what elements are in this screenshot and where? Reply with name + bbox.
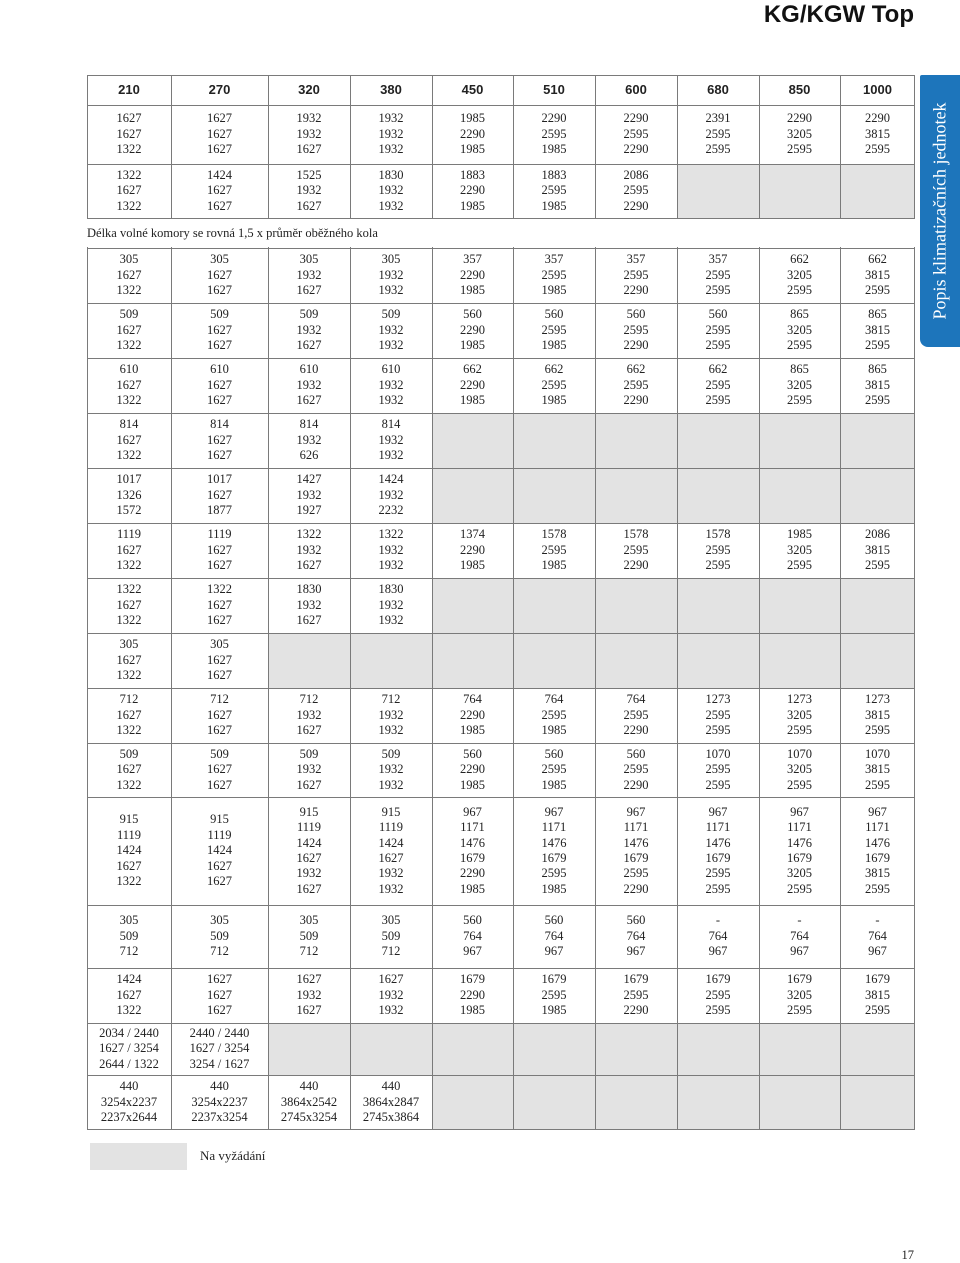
table-cell: 560 764 967 — [463, 913, 482, 959]
table-cell: 1070 2595 2595 — [705, 746, 731, 792]
table-cell: 915 1119 1424 1627 1627 — [207, 812, 232, 889]
table-cell: 1679 2595 1985 — [541, 972, 567, 1018]
table-cell: 712 1932 1627 — [296, 692, 322, 738]
on-request-cell — [268, 633, 350, 688]
table-cell: 1322 1932 1932 — [378, 527, 404, 573]
table-cell: 357 2595 2595 — [705, 252, 731, 298]
table-cell: 305 509 712 — [119, 913, 139, 959]
table-cell: 560 2595 1985 — [541, 307, 567, 353]
table-rule — [87, 968, 915, 969]
table-rule — [87, 578, 915, 579]
on-request-cell — [432, 578, 513, 633]
table-cell: 1273 3815 2595 — [865, 692, 890, 738]
dimensions-table — [87, 75, 915, 1130]
table-cell: 1017 1627 1877 — [207, 472, 232, 518]
column-header: 1000 — [863, 82, 892, 98]
table-cell: 2391 2595 2595 — [705, 111, 731, 157]
table-cell: 662 3205 2595 — [787, 252, 812, 298]
on-request-cell — [432, 1075, 513, 1130]
on-request-cell — [513, 413, 595, 468]
table-cell: 662 2290 1985 — [460, 362, 485, 408]
table-cell: 764 2290 1985 — [460, 692, 485, 738]
on-request-cell — [432, 633, 513, 688]
table-cell: 1374 2290 1985 — [460, 527, 485, 573]
table-cell: 1679 2595 2595 — [705, 972, 731, 1018]
on-request-cell — [677, 1075, 759, 1130]
table-cell: 560 2595 1985 — [541, 746, 567, 792]
on-request-cell — [595, 413, 677, 468]
column-header: 680 — [707, 82, 729, 98]
table-cell: 1627 1627 1627 — [207, 972, 232, 1018]
table-cell: 1525 1932 1627 — [296, 167, 322, 213]
on-request-cell — [840, 578, 915, 633]
legend-swatch-gray — [90, 1143, 187, 1170]
on-request-cell — [595, 633, 677, 688]
table-cell: 305 1932 1627 — [296, 252, 322, 298]
table-cell: 1932 1932 1932 — [378, 111, 404, 157]
table-rule — [87, 688, 915, 689]
table-cell: 1017 1326 1572 — [116, 472, 142, 518]
table-cell: 440 3254x2237 2237x2644 — [100, 1079, 158, 1125]
table-cell: 967 1171 1476 1679 2595 1985 — [541, 804, 567, 896]
table-cell: 610 1627 1627 — [207, 362, 232, 408]
table-cell: - 764 967 — [790, 913, 809, 959]
table-cell: 2290 3205 2595 — [787, 111, 812, 157]
table-cell: 1119 1627 1322 — [116, 527, 142, 573]
table-cell: 305 1627 1627 — [207, 637, 232, 683]
on-request-cell — [677, 164, 759, 218]
table-cell: 1273 3205 2595 — [787, 692, 812, 738]
on-request-cell — [513, 1075, 595, 1130]
table-cell: 1578 2595 2595 — [705, 527, 731, 573]
table-rule — [87, 358, 915, 359]
page-title: KG/KGW Top — [763, 1, 914, 28]
table-rule — [87, 633, 915, 634]
column-header: 510 — [543, 82, 565, 98]
table-rule — [87, 523, 915, 524]
on-request-cell — [840, 1075, 915, 1130]
table-rule — [87, 105, 915, 106]
on-request-cell — [759, 468, 840, 523]
on-request-cell — [595, 1023, 677, 1075]
on-request-cell — [432, 413, 513, 468]
table-cell: 967 1171 1476 1679 2595 2595 — [705, 804, 731, 896]
on-request-cell — [432, 1023, 513, 1075]
on-request-cell — [840, 468, 915, 523]
table-cell: 1627 1932 1932 — [378, 972, 404, 1018]
table-cell: 2290 2595 2290 — [623, 111, 649, 157]
table-cell: 560 764 967 — [544, 913, 564, 959]
column-header: 270 — [208, 82, 231, 98]
table-cell: 610 1932 1627 — [296, 362, 322, 408]
table-cell: 967 1171 1476 1679 3205 2595 — [787, 804, 812, 896]
column-header: 320 — [298, 82, 320, 98]
table-cell: 2086 2595 2290 — [623, 167, 649, 213]
table-cell: 560 2595 2595 — [705, 307, 731, 353]
on-request-cell — [595, 578, 677, 633]
table-cell: 509 1627 1627 — [207, 307, 232, 353]
table-cell: 1679 2595 2290 — [623, 972, 649, 1018]
on-request-cell — [759, 1023, 840, 1075]
on-request-cell — [513, 1023, 595, 1075]
on-request-cell — [677, 1023, 759, 1075]
table-rule — [87, 1023, 915, 1024]
table-rule — [87, 468, 915, 469]
table-cell: 305 1627 1322 — [116, 252, 142, 298]
on-request-cell — [840, 413, 915, 468]
table-cell: 1424 1932 2232 — [378, 472, 404, 518]
table-cell: 440 3864x2847 2745x3864 — [362, 1079, 420, 1125]
table-cell: 560 764 967 — [626, 913, 646, 959]
table-cell: - 764 967 — [868, 913, 887, 959]
on-request-cell — [350, 633, 432, 688]
table-cell: 1932 1932 1627 — [296, 111, 322, 157]
table-cell: 610 1932 1932 — [378, 362, 404, 408]
table-cell: 1578 2595 2290 — [623, 527, 649, 573]
table-cell: 560 2290 1985 — [460, 746, 485, 792]
table-cell: 1985 2290 1985 — [460, 111, 485, 157]
table-cell: 1322 1627 1627 — [207, 582, 232, 628]
table-cell: 662 2595 1985 — [541, 362, 567, 408]
table-cell: 915 1119 1424 1627 1932 1932 — [378, 804, 404, 896]
table-cell: 357 2595 1985 — [541, 252, 567, 298]
column-header: 210 — [118, 82, 140, 98]
table-rule — [87, 905, 915, 906]
table-cell: 1830 1932 1627 — [296, 582, 322, 628]
table-cell: 712 1627 1322 — [116, 692, 142, 738]
table-cell: 305 509 712 — [210, 913, 229, 959]
table-cell: 2440 / 2440 1627 / 3254 3254 / 1627 — [189, 1025, 250, 1071]
on-request-cell — [840, 633, 915, 688]
on-request-cell — [759, 413, 840, 468]
table-cell: 509 1932 1627 — [296, 746, 322, 792]
table-cell: 509 1627 1322 — [116, 307, 142, 353]
table-cell: 1578 2595 1985 — [541, 527, 567, 573]
table-cell: 712 1627 1627 — [207, 692, 232, 738]
table-cell: 610 1627 1322 — [116, 362, 142, 408]
table-rule — [87, 743, 915, 744]
table-cell: 509 1932 1627 — [296, 307, 322, 353]
table-cell: 1830 1932 1932 — [378, 167, 404, 213]
table-cell: 1985 3205 2595 — [787, 527, 812, 573]
table-cell: 865 3205 2595 — [787, 307, 812, 353]
on-request-cell — [350, 1023, 432, 1075]
table-rule — [87, 797, 915, 798]
table-cell: 1427 1932 1927 — [296, 472, 322, 518]
table-cell: 712 1932 1932 — [378, 692, 404, 738]
side-section-tab — [920, 75, 960, 347]
table-cell: 1679 3815 2595 — [865, 972, 890, 1018]
column-header: 380 — [380, 82, 402, 98]
table-cell: 1322 1627 1322 — [116, 167, 142, 213]
table-cell: 509 1627 1322 — [116, 746, 142, 792]
table-cell: 1679 3205 2595 — [787, 972, 812, 1018]
legend-label: Na vyžádání — [200, 1148, 266, 1163]
table-cell: 764 2595 1985 — [541, 692, 567, 738]
table-cell: 865 3815 2595 — [865, 362, 890, 408]
table-cell: 814 1932 1932 — [378, 417, 404, 463]
on-request-cell — [513, 468, 595, 523]
table-cell: 1679 2290 1985 — [460, 972, 485, 1018]
table-cell: 560 2595 2290 — [623, 746, 649, 792]
table-cell: 2290 2595 1985 — [541, 111, 567, 157]
on-request-cell — [759, 578, 840, 633]
table-cell: 814 1627 1627 — [207, 417, 232, 463]
table-cell: 865 3815 2595 — [865, 307, 890, 353]
table-cell: 662 2595 2290 — [623, 362, 649, 408]
side-tab-label: Popis klimatizačních jednotek — [929, 102, 950, 320]
table-rule — [87, 1129, 915, 1130]
table-rule — [87, 303, 915, 304]
on-request-cell — [677, 468, 759, 523]
table-cell: 1627 1627 1627 — [207, 111, 232, 157]
table-cell: 1883 2595 1985 — [541, 167, 567, 213]
table-cell: 1070 3815 2595 — [865, 746, 890, 792]
table-cell: 1627 1932 1627 — [296, 972, 322, 1018]
table-cell: 1119 1627 1627 — [207, 527, 232, 573]
table-cell: 814 1932 626 — [296, 417, 322, 463]
table-cell: 1830 1932 1932 — [378, 582, 404, 628]
table-cell: 2034 / 2440 1627 / 3254 2644 / 1322 — [99, 1025, 159, 1071]
column-header: 450 — [461, 82, 484, 98]
table-rule — [87, 75, 915, 76]
table-cell: 305 1627 1322 — [116, 637, 142, 683]
table-cell: 305 509 712 — [381, 913, 401, 959]
table-cell: 305 1932 1932 — [378, 252, 404, 298]
table-cell: 814 1627 1322 — [116, 417, 142, 463]
table-cell: 915 1119 1424 1627 1932 1627 — [296, 804, 322, 896]
table-cell: 357 2290 1985 — [460, 252, 485, 298]
on-request-cell — [840, 1023, 915, 1075]
on-request-cell — [595, 468, 677, 523]
table-cell: 1322 1932 1627 — [296, 527, 322, 573]
table-cell: 915 1119 1424 1627 1322 — [116, 812, 142, 889]
table-cell: 662 3815 2595 — [865, 252, 890, 298]
table-cell: 440 3254x2237 2237x3254 — [191, 1079, 248, 1125]
table-cell: 662 2595 2595 — [705, 362, 731, 408]
on-request-cell — [840, 164, 915, 218]
on-request-cell — [677, 578, 759, 633]
on-request-cell — [759, 164, 840, 218]
column-header: 850 — [788, 82, 811, 98]
table-cell: 1627 1627 1322 — [116, 111, 142, 157]
on-request-cell — [759, 1075, 840, 1130]
table-note: Délka volné komory se rovná 1,5 x průměr oběžného kola — [87, 225, 382, 241]
table-cell: 1273 2595 2595 — [705, 692, 731, 738]
table-rule — [87, 164, 915, 165]
table-cell: 2290 3815 2595 — [865, 111, 890, 157]
on-request-cell — [513, 578, 595, 633]
table-cell: 764 2595 2290 — [623, 692, 649, 738]
table-cell: 865 3205 2595 — [787, 362, 812, 408]
on-request-cell — [677, 633, 759, 688]
table-cell: 560 2595 2290 — [623, 307, 649, 353]
on-request-cell — [268, 1023, 350, 1075]
table-cell: 1424 1627 1322 — [116, 972, 142, 1018]
table-cell: 967 1171 1476 1679 3815 2595 — [865, 804, 890, 896]
table-cell: 1070 3205 2595 — [787, 746, 812, 792]
table-cell: 560 2290 1985 — [460, 307, 485, 353]
table-cell: 440 3864x2542 2745x3254 — [280, 1079, 338, 1125]
table-rule — [87, 248, 915, 249]
on-request-cell — [432, 468, 513, 523]
table-cell: 357 2595 2290 — [623, 252, 649, 298]
table-rule — [87, 1075, 915, 1076]
table-cell: 509 1932 1932 — [378, 307, 404, 353]
table-cell: 509 1627 1627 — [207, 746, 232, 792]
page-number: 17 — [901, 1248, 914, 1262]
column-header: 600 — [625, 82, 647, 98]
table-cell: 967 1171 1476 1679 2595 2290 — [623, 804, 649, 896]
on-request-cell — [595, 1075, 677, 1130]
table-cell: 1883 2290 1985 — [460, 167, 485, 213]
table-cell: 967 1171 1476 1679 2290 1985 — [460, 804, 485, 896]
table-cell: 1322 1627 1322 — [116, 582, 142, 628]
table-cell: 305 509 712 — [299, 913, 319, 959]
on-request-cell — [677, 413, 759, 468]
on-request-cell — [513, 633, 595, 688]
on-request-cell — [759, 633, 840, 688]
table-rule — [87, 413, 915, 414]
table-cell: 1424 1627 1627 — [207, 167, 232, 213]
table-cell: 2086 3815 2595 — [865, 527, 890, 573]
table-cell: - 764 967 — [708, 913, 728, 959]
table-cell: 305 1627 1627 — [207, 252, 232, 298]
table-cell: 509 1932 1932 — [378, 746, 404, 792]
